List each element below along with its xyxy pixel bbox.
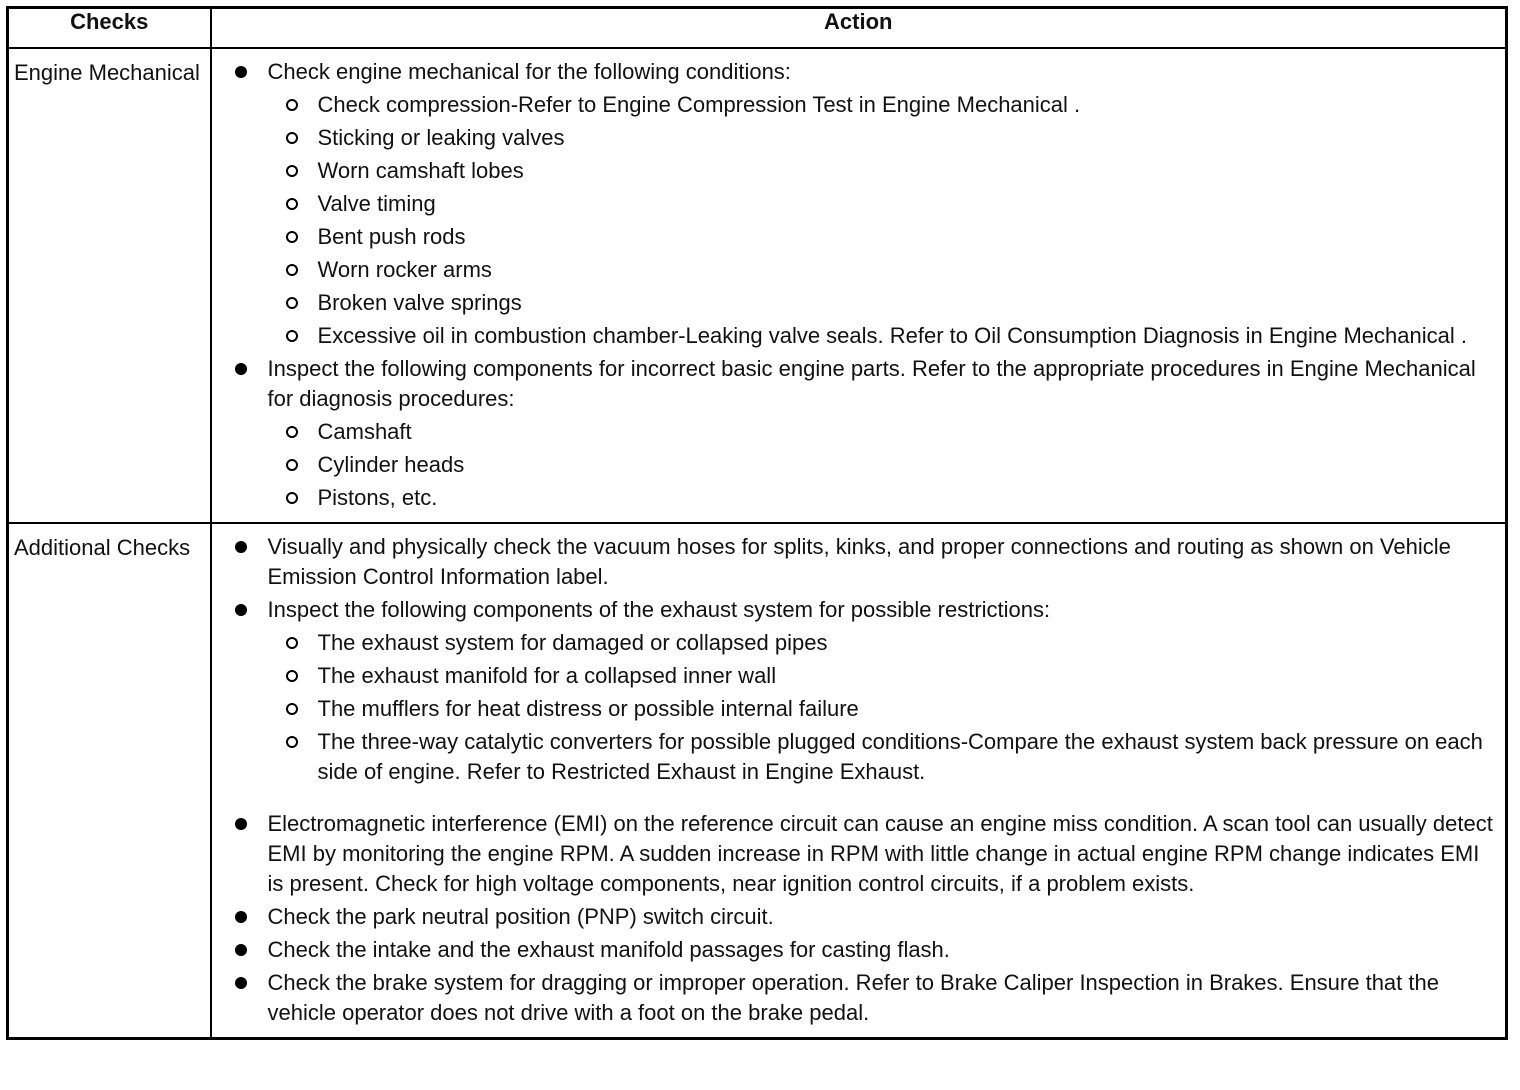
circle-bullet-icon: [286, 459, 298, 471]
sub-text: Worn camshaft lobes: [317, 158, 524, 183]
circle-bullet-icon: [286, 330, 298, 342]
bullet-dot-icon: [235, 911, 247, 923]
bullet-text: Check the brake system for dragging or improper operation. Refer to Brake Caliper Inspection in Brakes. Ensure that the vehicle operator does not drive with a foot on the brake pedal.: [267, 970, 1439, 1025]
bullet-dot-icon: [235, 66, 247, 78]
bullet-dot-icon: [235, 363, 247, 375]
sub-text: The exhaust manifold for a collapsed inner wall: [317, 663, 777, 688]
sub-text: Bent push rods: [317, 224, 466, 249]
bullet-dot-icon: [235, 944, 247, 956]
row-engine-mechanical: [8, 48, 1507, 523]
header-action: Action: [211, 8, 1507, 49]
header-checks: Checks: [8, 8, 211, 49]
sub-item: [268, 661, 1498, 691]
sub-item: [268, 222, 1498, 252]
circle-bullet-icon: [286, 703, 298, 715]
bullet-text: Visually and physically check the vacuum hoses for splits, kinks, and proper connections and routing as shown on Vehicle Emission Control Information label.: [267, 534, 1451, 589]
sub-text: Camshaft: [317, 419, 412, 444]
sub-item: [268, 417, 1498, 447]
sub-list: [268, 628, 1498, 787]
action-cell: [211, 523, 1507, 1039]
sub-text: Excessive oil in combustion chamber-Leaking valve seals. Refer to Oil Consumption Diagnosis in Engine Mechanical .: [317, 323, 1467, 348]
bullet-list: [212, 57, 1498, 513]
sub-item: [268, 727, 1498, 787]
sub-item: [268, 321, 1498, 351]
bullet-item: [212, 595, 1498, 787]
row-additional-checks: [8, 523, 1507, 1039]
circle-bullet-icon: [286, 736, 298, 748]
bullet-text: Check engine mechanical for the following conditions:: [267, 59, 791, 84]
circle-bullet-icon: [286, 492, 298, 504]
circle-bullet-icon: [286, 165, 298, 177]
bullet-text: Electromagnetic interference (EMI) on the reference circuit can cause an engine miss condition. A scan tool can usually detect EMI by monitoring the engine RPM. A sudden increase in RPM with little change in actual engine RPM change indicates EMI is present. Check for high voltage components, near ignition control circuits, if a problem exists.: [267, 811, 1493, 896]
sub-item: [268, 450, 1498, 480]
sub-item: [268, 123, 1498, 153]
bullet-item: [212, 354, 1498, 513]
circle-bullet-icon: [286, 426, 298, 438]
sub-item: [268, 628, 1498, 658]
sub-text: Worn rocker arms: [317, 257, 492, 282]
check-name: Engine Mechanical: [8, 48, 211, 523]
bullet-item: [212, 57, 1498, 351]
bullet-dot-icon: [235, 541, 247, 553]
bullet-item: [212, 532, 1498, 592]
sub-text: Pistons, etc.: [317, 485, 438, 510]
sub-item: [268, 255, 1498, 285]
sub-text: Sticking or leaking valves: [317, 125, 565, 150]
bullet-item: [212, 902, 1498, 932]
sub-item: [268, 288, 1498, 318]
sub-item: [268, 189, 1498, 219]
checks-table: [6, 6, 1508, 1040]
sub-item: [268, 483, 1498, 513]
sub-text: Check compression-Refer to Engine Compression Test in Engine Mechanical .: [317, 92, 1081, 117]
bullet-text: Inspect the following components of the exhaust system for possible restrictions:: [267, 597, 1051, 622]
circle-bullet-icon: [286, 99, 298, 111]
circle-bullet-icon: [286, 264, 298, 276]
circle-bullet-icon: [286, 670, 298, 682]
bullet-item: [212, 809, 1498, 899]
sub-item: [268, 694, 1498, 724]
sub-list: [268, 417, 1498, 513]
bullet-item: [212, 968, 1498, 1028]
header-row: [8, 8, 1507, 49]
circle-bullet-icon: [286, 132, 298, 144]
sub-text: The mufflers for heat distress or possible internal failure: [317, 696, 859, 721]
check-name: Additional Checks: [8, 523, 211, 1039]
sub-item: [268, 90, 1498, 120]
circle-bullet-icon: [286, 231, 298, 243]
sub-list: [268, 90, 1498, 351]
circle-bullet-icon: [286, 637, 298, 649]
bullet-text: Check the intake and the exhaust manifold passages for casting flash.: [267, 937, 950, 962]
sub-text: The exhaust system for damaged or collapsed pipes: [317, 630, 828, 655]
sub-text: Cylinder heads: [317, 452, 465, 477]
bullet-item: [212, 935, 1498, 965]
bullet-list: [212, 532, 1498, 1028]
bullet-dot-icon: [235, 818, 247, 830]
bullet-dot-icon: [235, 977, 247, 989]
circle-bullet-icon: [286, 297, 298, 309]
sub-text: The three-way catalytic converters for possible plugged conditions-Compare the exhaust system back pressure on each side of engine. Refer to Restricted Exhaust in Engine Exhaust.: [317, 729, 1483, 784]
bullet-text: Inspect the following components for incorrect basic engine parts. Refer to the appropriate procedures in Engine Mechanical for diagnosis procedures:: [267, 356, 1476, 411]
bullet-text: Check the park neutral position (PNP) switch circuit.: [267, 904, 774, 929]
sub-text: Broken valve springs: [317, 290, 522, 315]
circle-bullet-icon: [286, 198, 298, 210]
action-cell: [211, 48, 1507, 523]
bullet-dot-icon: [235, 604, 247, 616]
sub-item: [268, 156, 1498, 186]
sub-text: Valve timing: [317, 191, 436, 216]
